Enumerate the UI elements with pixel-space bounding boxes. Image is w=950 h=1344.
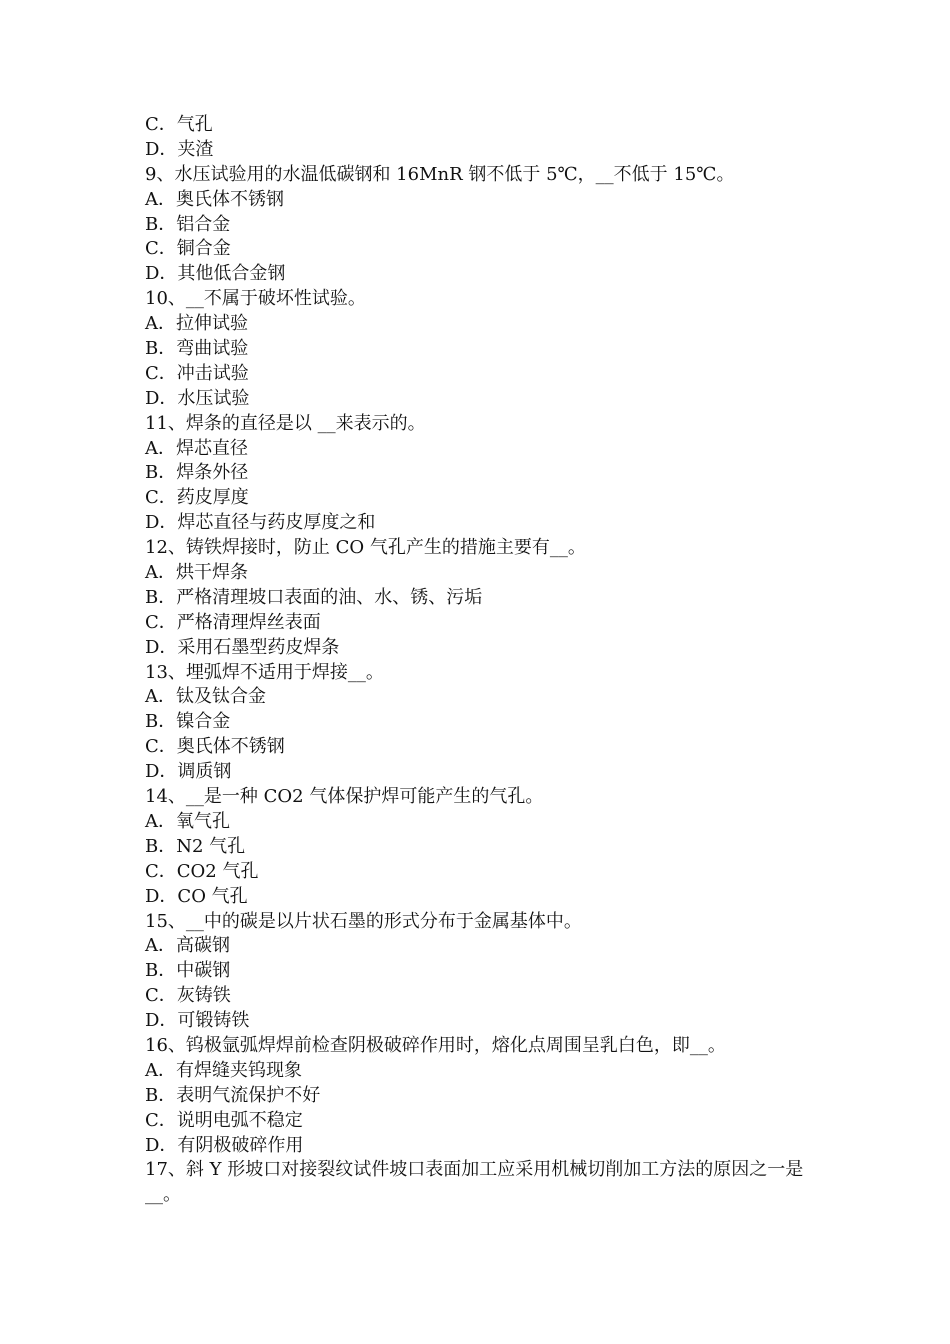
option-line: C．CO2 气孔: [145, 860, 259, 882]
option-line: D．调质钢: [145, 761, 232, 783]
option-line: A．烘干焊条: [145, 562, 248, 584]
option-line: D．其他低合金钢: [145, 263, 286, 285]
option-line: C．说明电弧不稳定: [145, 1109, 303, 1131]
option-line: C．冲击试验: [145, 362, 249, 384]
option-line: A．钛及钛合金: [145, 686, 266, 708]
option-line: D．水压试验: [145, 387, 250, 409]
option-line: A．拉伸试验: [145, 313, 248, 335]
option-line: B．焊条外径: [145, 462, 249, 484]
question-15: 15、__中的碳是以片状石墨的形式分布于金属基体中。: [145, 910, 582, 932]
option-line: D．有阴极破碎作用: [145, 1134, 304, 1156]
option-line: B．铝合金: [145, 213, 231, 235]
option-line: D．焊芯直径与药皮厚度之和: [145, 512, 376, 534]
question-12: 12、铸铁焊接时，防止 CO 气孔产生的措施主要有__。: [145, 537, 586, 559]
option-line: B．镍合金: [145, 711, 231, 733]
option-line: B．中碳钢: [145, 960, 231, 982]
option-line: C．药皮厚度: [145, 487, 249, 509]
option-line: D．夹渣: [145, 138, 214, 160]
option-line: B．弯曲试验: [145, 338, 249, 360]
option-line: B．严格清理坡口表面的油、水、锈、污垢: [145, 586, 483, 608]
option-line: C．铜合金: [145, 238, 231, 260]
option-line: A．高碳钢: [145, 935, 230, 957]
option-line: D．可锻铸铁: [145, 1010, 250, 1032]
option-line: C．灰铸铁: [145, 985, 231, 1007]
option-line: D．CO 气孔: [145, 885, 248, 907]
question-11: 11、焊条的直径是以 __来表示的。: [145, 412, 426, 434]
option-line: A．氧气孔: [145, 810, 230, 832]
question-13: 13、埋弧焊不适用于焊接__。: [145, 661, 384, 683]
option-line: D．采用石墨型药皮焊条: [145, 636, 340, 658]
option-line: B．表明气流保护不好: [145, 1084, 321, 1106]
option-line: A．有焊缝夹钨现象: [145, 1059, 302, 1081]
option-line: B．N2 气孔: [145, 835, 246, 857]
question-16: 16、钨极氩弧焊焊前检查阴极破碎作用时，熔化点周围呈乳白色，即__。: [145, 1034, 726, 1056]
question-10: 10、__不属于破坏性试验。: [145, 288, 366, 310]
option-line: A．奥氏体不锈钢: [145, 188, 284, 210]
question-9: 9、水压试验用的水温低碳钢和 16MnR 钢不低于 5℃，__不低于 15℃。: [145, 163, 735, 185]
option-line: C．奥氏体不锈钢: [145, 736, 285, 758]
question-17: 17、斜 Y 形坡口对接裂纹试件坡口表面加工应采用机械切削加工方法的原因之一是__。: [145, 1159, 804, 1206]
option-line: C．气孔: [145, 114, 213, 135]
option-line: A．焊芯直径: [145, 437, 248, 459]
option-line: C．严格清理焊丝表面: [145, 611, 321, 633]
question-14: 14、__是一种 CO2 气体保护焊可能产生的气孔。: [145, 786, 544, 808]
exam-question-list: [145, 113, 815, 1208]
